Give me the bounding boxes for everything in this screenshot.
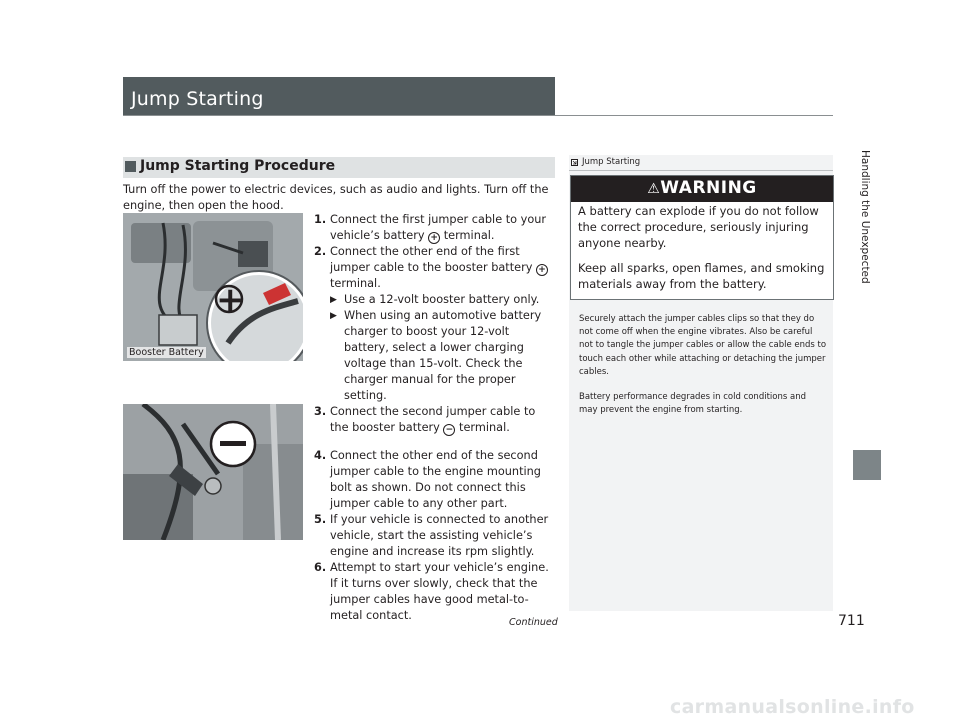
section-title: Jump Starting Procedure <box>140 158 336 174</box>
step-3 <box>314 404 554 436</box>
substep-text: Use a 12-volt booster battery only. <box>344 293 540 306</box>
engine-mounting-bolt-illustration <box>123 404 303 540</box>
procedure-steps <box>314 212 554 624</box>
step-2 <box>314 244 554 292</box>
intro-text: Turn off the power to electric devices, such as audio and lights. Turn off the engine, then open the hood. <box>123 183 549 212</box>
booster-battery-illustration <box>123 213 303 361</box>
note-paragraph-1: Securely attach the jumper cables clips so that they do not come off when the engine vibrates. Also be careful not to tangle the jumper cables or allow the cable ends to touch each other while attaching or detaching the jumper cables. <box>579 314 827 377</box>
step-number: 4. <box>314 449 327 462</box>
step-text: If your vehicle is connected to another vehicle, start the assisting vehicle’s engine and increase its rpm slightly. <box>330 513 549 558</box>
booster-battery-label: Booster Battery <box>129 347 204 358</box>
plus-terminal-icon: + <box>428 232 440 244</box>
plus-terminal-icon: + <box>536 264 548 276</box>
warning-paragraph-1: A battery can explode if you do not follow the correct procedure, seriously injuring anyone nearby. <box>578 204 819 250</box>
step-4 <box>314 448 554 512</box>
minus-terminal-icon: − <box>443 424 455 436</box>
step-6 <box>314 560 554 624</box>
step-text: Attempt to start your vehicle’s engine. If it turns over slowly, check that the jumper cables have good metal-to-metal contact. <box>330 561 549 622</box>
chapter-tab <box>853 450 881 480</box>
warning-triangle-icon: ⚠ <box>647 181 661 197</box>
substep-text: When using an automotive battery charger to boost your 12-volt battery, select a lower charging voltage than 15-volt. Check the charger manual for the proper setting. <box>344 309 542 402</box>
step-text: Connect the second jumper cable to the booster battery <box>330 405 536 434</box>
title-rule <box>123 115 833 116</box>
note-paragraph-2: Battery performance degrades in cold conditions and may prevent the engine from starting. <box>579 392 806 416</box>
step-text: Connect the other end of the second jumper cable to the engine mounting bolt as shown. Do not connect this jumper cable to any other part. <box>330 449 541 510</box>
step-text-end: terminal. <box>330 277 381 290</box>
engine-bolt-drawing <box>123 404 303 540</box>
engine-bay-drawing <box>123 213 303 361</box>
section-square-icon <box>125 161 136 172</box>
step-number: 1. <box>314 213 327 226</box>
step-text-end: terminal. <box>455 421 510 434</box>
arrow-right-icon: ▶ <box>330 295 337 305</box>
step-number: 3. <box>314 405 327 418</box>
step-1 <box>314 212 554 244</box>
continued-label: Continued <box>509 617 558 628</box>
step-number: 6. <box>314 561 327 574</box>
step-number: 2. <box>314 245 327 258</box>
svg-text:+: + <box>216 280 245 320</box>
warning-title <box>571 178 833 198</box>
substep-1 <box>314 292 554 308</box>
warning-title-text: WARNING <box>660 178 757 198</box>
chapter-side-label-text: Handling the Unexpected <box>859 150 871 284</box>
step-number: 5. <box>314 513 327 526</box>
page-title: Jump Starting <box>131 88 264 110</box>
note-rule <box>569 170 833 171</box>
step-text: Connect the other end of the first jumper cable to the booster battery <box>330 245 537 274</box>
substep-2 <box>314 308 554 404</box>
step-text-end: terminal. <box>440 229 495 242</box>
page-number: 711 <box>838 613 865 629</box>
watermark: carmanualsonline.info <box>670 696 915 718</box>
note-heading: Jump Starting <box>582 157 641 167</box>
step-5 <box>314 512 554 560</box>
step-text: Connect the first jumper cable to your vehicle’s battery <box>330 213 547 242</box>
warning-paragraph-2: Keep all sparks, open flames, and smoking materials away from the battery. <box>578 261 825 291</box>
chapter-side-label <box>856 150 876 450</box>
arrow-right-icon: ▶ <box>330 311 337 321</box>
